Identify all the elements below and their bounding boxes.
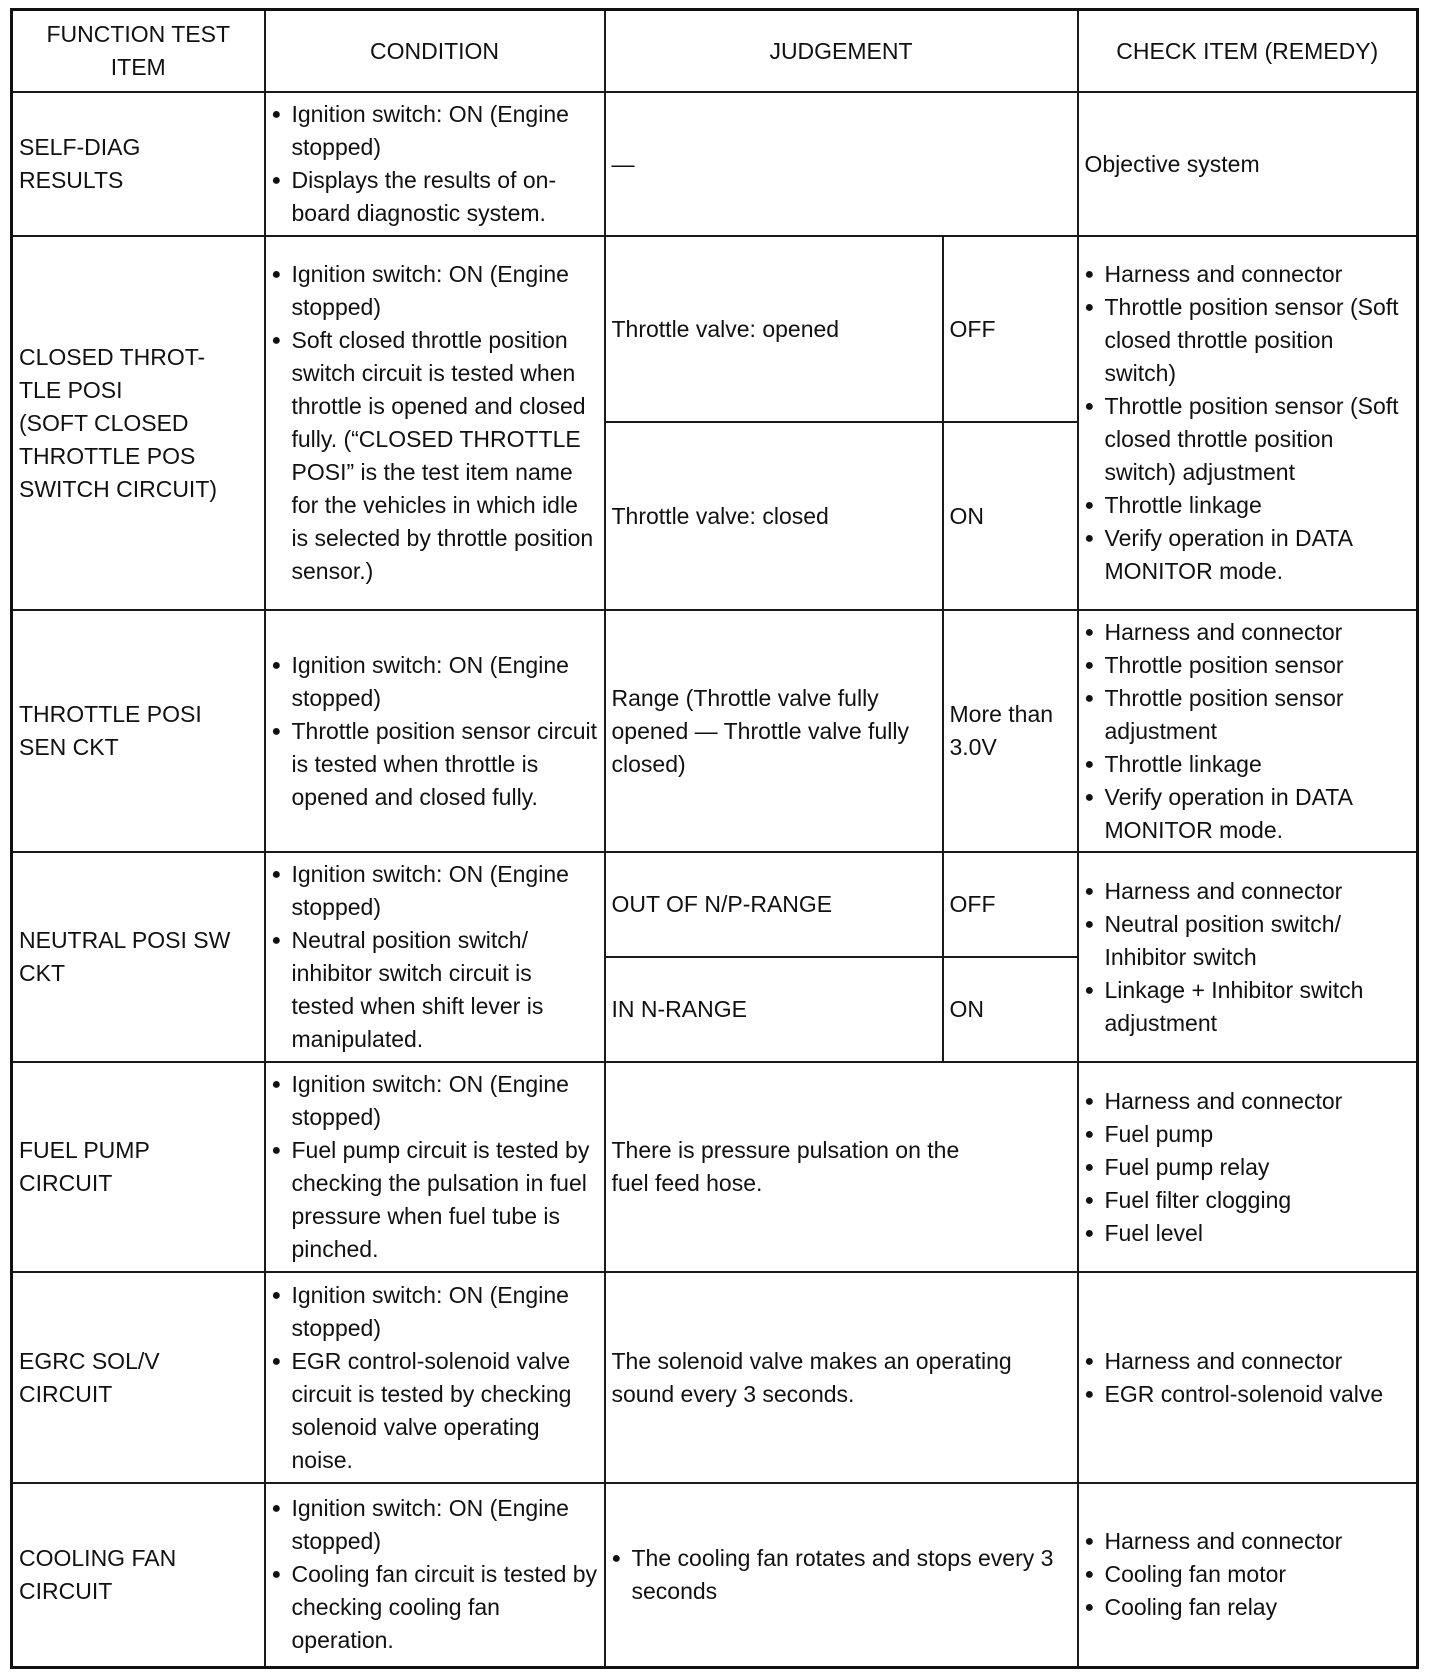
condition-bullet: ● Displays the results of on-board diagnostic system.: [272, 164, 598, 230]
condition-bullet: ● Throttle position sensor circuit is tested when throttle is opened and closed fully.: [272, 715, 598, 814]
condition-bullet: ● Ignition switch: ON (Engine stopped): [272, 1068, 598, 1134]
judgement-value: ON: [943, 422, 1078, 610]
check-bullet: ● Fuel pump: [1085, 1118, 1411, 1151]
check-item-cell: [1078, 1062, 1418, 1272]
judgement-condition: Range (Throttle valve fully opened — Throttle valve fully closed): [605, 610, 943, 852]
check-bullet: ● Harness and connector: [1085, 616, 1411, 649]
judgement-cell: [605, 1483, 1078, 1667]
condition-bullet: ● Ignition switch: ON (Engine stopped): [272, 858, 598, 924]
judgement-value: More than 3.0V: [943, 610, 1078, 852]
function-test-item: EGRC SOL/V CIRCUIT: [12, 1272, 265, 1483]
judgement-value: ON: [943, 957, 1078, 1062]
judgement-text: There is pressure pulsation on the fuel feed hose.: [611, 1137, 960, 1196]
function-test-sheet: [10, 8, 1416, 1669]
check-bullet: ● Throttle linkage: [1085, 748, 1411, 781]
check-item-cell: Objective system: [1078, 92, 1418, 236]
condition-cell: [265, 1483, 605, 1667]
condition-bullet: ● Ignition switch: ON (Engine stopped): [272, 1492, 598, 1558]
condition-cell: [265, 1272, 605, 1483]
check-item-cell: [1078, 610, 1418, 852]
check-bullet: ● Throttle position sensor adjustment: [1085, 682, 1411, 748]
header-function-test-item: FUNCTION TEST ITEM: [12, 10, 265, 93]
check-bullet: ● Harness and connector: [1085, 1525, 1411, 1558]
check-bullet: ● Harness and connector: [1085, 875, 1411, 908]
condition-cell: [265, 610, 605, 852]
check-bullet: ● Harness and connector: [1085, 258, 1411, 291]
condition-bullet: ● Ignition switch: ON (Engine stopped): [272, 258, 598, 324]
header-condition: CONDITION: [265, 10, 605, 93]
table-row: [12, 1062, 1418, 1272]
table-row: [12, 92, 1418, 236]
check-item-cell: [1078, 236, 1418, 610]
check-bullet: ● Throttle position sensor: [1085, 649, 1411, 682]
judgement-condition: OUT OF N/P-RANGE: [605, 852, 943, 957]
function-test-item: NEUTRAL POSI SW CKT: [12, 852, 265, 1062]
condition-bullet: ● Ignition switch: ON (Engine stopped): [272, 649, 598, 715]
condition-cell: [265, 852, 605, 1062]
condition-bullet: ● Soft closed throttle position switch circuit is tested when throttle is opened and closed fully. (“CLOSED THROTTLE POSI” is the test item name for the vehicles in which idle is selected by throttle position sensor.): [272, 324, 598, 588]
condition-bullet: ● Ignition switch: ON (Engine stopped): [272, 1279, 598, 1345]
condition-bullet: ● EGR control-solenoid valve circuit is tested by checking solenoid valve operating noise.: [272, 1345, 598, 1477]
function-test-item: FUEL PUMP CIRCUIT: [12, 1062, 265, 1272]
judgement-condition: Throttle valve: closed: [605, 422, 943, 610]
judgement-cell: [605, 1062, 1078, 1272]
table-row: [12, 236, 1418, 422]
judgement-condition: IN N-RANGE: [605, 957, 943, 1062]
check-bullet: ● Verify operation in DATA MONITOR mode.: [1085, 781, 1411, 847]
check-bullet: ● Fuel filter clogging: [1085, 1184, 1411, 1217]
table-row: [12, 610, 1418, 852]
judgement-value: OFF: [943, 236, 1078, 422]
check-bullet: ● Linkage + Inhibitor switch adjustment: [1085, 974, 1411, 1040]
condition-bullet: ● Cooling fan circuit is tested by checking cooling fan operation.: [272, 1558, 598, 1657]
function-test-item: THROTTLE POSI SEN CKT: [12, 610, 265, 852]
check-bullet: ● Harness and connector: [1085, 1345, 1411, 1378]
function-test-item: COOLING FAN CIRCUIT: [12, 1483, 265, 1667]
function-test-table: [10, 8, 1419, 1669]
check-item-cell: [1078, 1483, 1418, 1667]
judgement-cell: —: [605, 92, 1078, 236]
condition-bullet: ● Fuel pump circuit is tested by checking the pulsation in fuel pressure when fuel tube is pinched.: [272, 1134, 598, 1266]
check-bullet: ● EGR control-solenoid valve: [1085, 1378, 1411, 1411]
condition-bullet: ● Neutral position switch/ inhibitor switch circuit is tested when shift lever is manipulated.: [272, 924, 598, 1056]
check-bullet: ● Cooling fan relay: [1085, 1591, 1411, 1624]
judgement-text: The solenoid valve makes an operating sound every 3 seconds.: [611, 1347, 1012, 1407]
condition-cell: [265, 236, 605, 610]
condition-cell: [265, 1062, 605, 1272]
header-judgement: JUDGEMENT: [605, 10, 1078, 93]
table-row: [12, 1483, 1418, 1667]
judgement-value: OFF: [943, 852, 1078, 957]
check-bullet: ● Neutral position switch/ Inhibitor switch: [1085, 908, 1411, 974]
check-bullet: ● Throttle linkage: [1085, 489, 1411, 522]
check-bullet: ● Cooling fan motor: [1085, 1558, 1411, 1591]
condition-cell: [265, 92, 605, 236]
function-test-item: SELF-DIAG RESULTS: [12, 92, 265, 236]
table-row: [12, 1272, 1418, 1483]
check-bullet: ● Fuel pump relay: [1085, 1151, 1411, 1184]
check-item-cell: [1078, 852, 1418, 1062]
check-bullet: ● Fuel level: [1085, 1217, 1411, 1250]
header-check-item: CHECK ITEM (REMEDY): [1078, 10, 1418, 93]
check-item-cell: [1078, 1272, 1418, 1483]
check-bullet: ● Throttle position sensor (Soft closed throttle position switch): [1085, 291, 1411, 390]
judgement-bullet: ● The cooling fan rotates and stops every 3 seconds: [612, 1542, 1071, 1608]
check-bullet: ● Harness and connector: [1085, 1085, 1411, 1118]
check-bullet: ● Throttle position sensor (Soft closed throttle position switch) adjustment: [1085, 390, 1411, 489]
condition-bullet: ● Ignition switch: ON (Engine stopped): [272, 98, 598, 164]
header-row: [12, 10, 1418, 93]
judgement-condition: Throttle valve: opened: [605, 236, 943, 422]
table-row: [12, 852, 1418, 957]
judgement-cell: [605, 1272, 1078, 1483]
function-test-item: CLOSED THROT- TLE POSI (SOFT CLOSED THROTTLE POS SWITCH CIRCUIT): [12, 236, 265, 610]
check-bullet: ● Verify operation in DATA MONITOR mode.: [1085, 522, 1411, 588]
